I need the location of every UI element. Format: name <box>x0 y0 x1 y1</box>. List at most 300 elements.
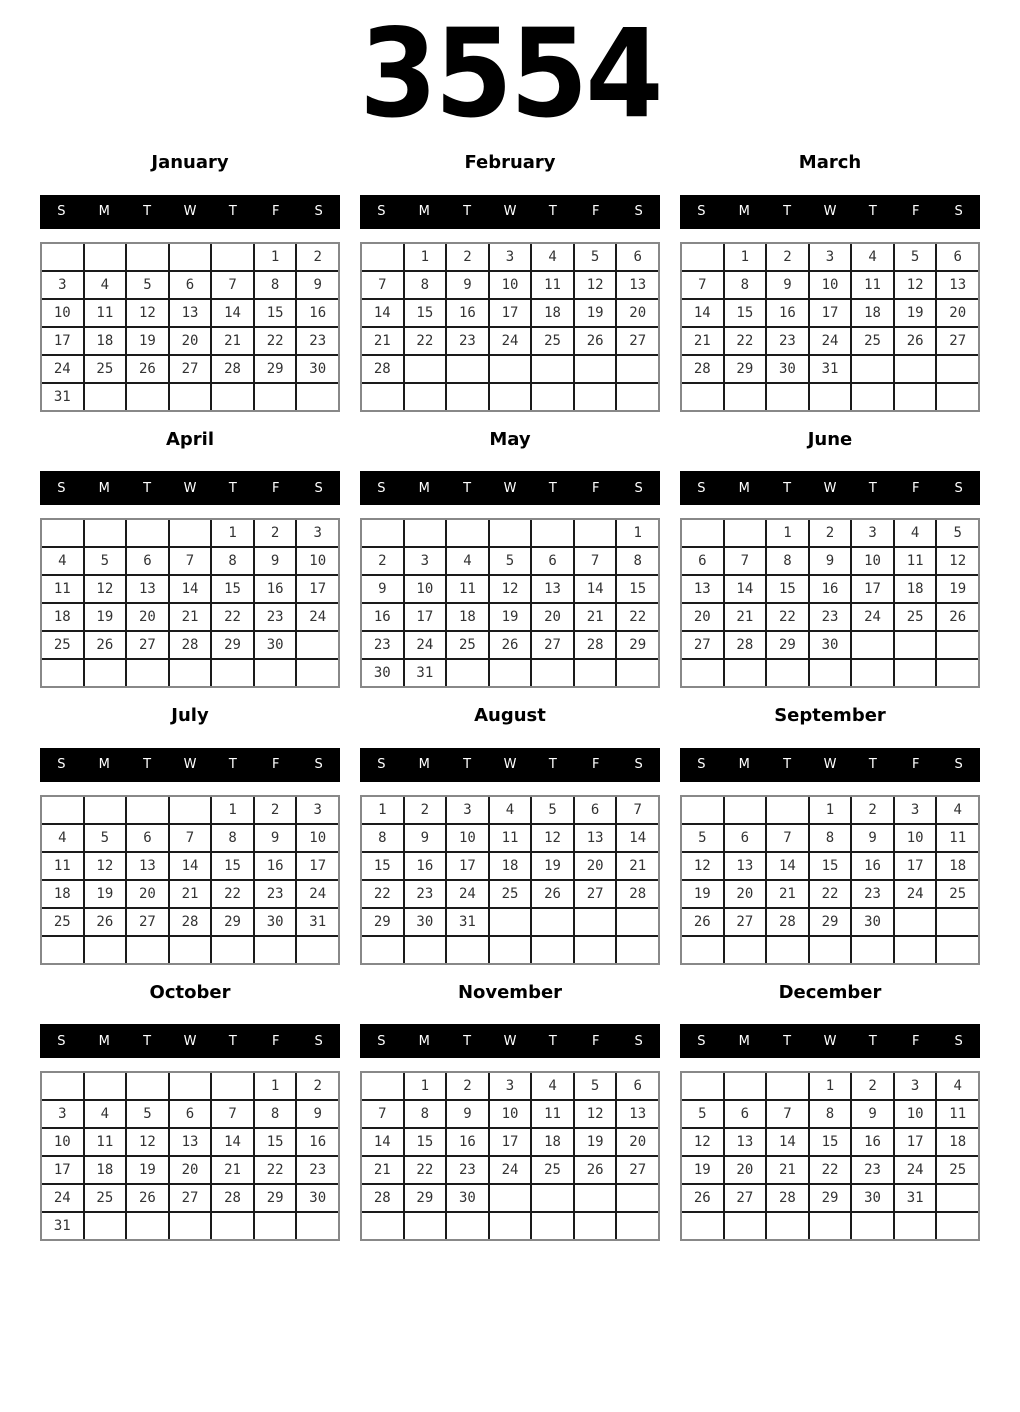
day-cell: 2 <box>852 1073 893 1099</box>
empty-day-cell <box>725 1213 766 1239</box>
day-cell: 21 <box>682 328 723 354</box>
month-may <box>360 429 660 689</box>
day-cell: 15 <box>405 300 446 326</box>
empty-day-cell <box>127 797 168 823</box>
weekday-label: T <box>463 204 472 220</box>
empty-day-cell <box>42 937 83 963</box>
empty-day-cell <box>127 660 168 686</box>
day-cell: 18 <box>42 881 83 907</box>
day-cell: 13 <box>127 576 168 602</box>
day-cell: 1 <box>725 244 766 270</box>
day-cell: 3 <box>895 1073 936 1099</box>
weekday-label: T <box>143 1033 152 1049</box>
day-cell: 23 <box>405 881 446 907</box>
day-cell: 7 <box>362 1101 403 1127</box>
month-title: April <box>165 428 215 450</box>
empty-day-cell <box>575 660 616 686</box>
weekday-label: M <box>98 204 110 220</box>
day-cell: 5 <box>682 1101 723 1127</box>
day-cell: 9 <box>297 272 338 298</box>
empty-day-cell <box>42 660 83 686</box>
day-cell: 25 <box>937 881 978 907</box>
weekday-label: F <box>271 204 280 220</box>
day-cell: 14 <box>617 825 658 851</box>
weekday-label: M <box>418 757 430 773</box>
empty-day-cell <box>170 1213 211 1239</box>
day-cell: 4 <box>42 825 83 851</box>
day-cell: 5 <box>85 825 126 851</box>
day-cell: 6 <box>682 548 723 574</box>
empty-day-cell <box>725 797 766 823</box>
day-cell: 18 <box>85 328 126 354</box>
day-cell: 2 <box>297 1073 338 1099</box>
day-cell: 26 <box>682 909 723 935</box>
empty-day-cell <box>937 632 978 658</box>
day-cell: 3 <box>810 244 851 270</box>
day-cell: 21 <box>362 1157 403 1183</box>
weekday-label: T <box>228 757 237 773</box>
empty-day-cell <box>490 660 531 686</box>
day-cell: 22 <box>212 881 253 907</box>
day-cell: 8 <box>405 1101 446 1127</box>
month-title: August <box>474 705 546 727</box>
day-cell: 9 <box>255 548 296 574</box>
empty-day-cell <box>170 1073 211 1099</box>
empty-day-cell <box>362 1213 403 1239</box>
empty-day-cell <box>532 660 573 686</box>
day-cell: 29 <box>725 356 766 382</box>
day-cell: 27 <box>617 1157 658 1183</box>
day-cell: 4 <box>42 548 83 574</box>
weekday-label: S <box>57 480 66 496</box>
empty-day-cell <box>532 1213 573 1239</box>
weekday-label: W <box>183 480 197 496</box>
month-title: March <box>798 152 862 173</box>
weekday-label: T <box>783 480 792 496</box>
weekday-header-row <box>360 1024 660 1058</box>
weekday-label: T <box>783 204 792 220</box>
day-cell: 31 <box>895 1185 936 1211</box>
day-cell: 19 <box>682 1157 723 1183</box>
empty-day-cell <box>532 520 573 546</box>
year-title: 3554 <box>359 3 661 145</box>
empty-day-cell <box>42 520 83 546</box>
weekday-label: S <box>634 204 643 220</box>
day-cell: 10 <box>810 272 851 298</box>
day-cell: 29 <box>212 632 253 658</box>
empty-day-cell <box>725 1073 766 1099</box>
weekday-label: M <box>418 480 430 496</box>
day-cell: 18 <box>532 300 573 326</box>
month-day-grid <box>40 518 340 688</box>
day-cell: 16 <box>447 300 488 326</box>
empty-day-cell <box>490 384 531 410</box>
empty-day-cell <box>447 520 488 546</box>
empty-day-cell <box>212 1213 253 1239</box>
day-cell: 2 <box>362 548 403 574</box>
day-cell: 26 <box>937 604 978 630</box>
day-cell: 20 <box>725 881 766 907</box>
day-cell: 16 <box>297 1129 338 1155</box>
weekday-header-row <box>360 471 660 505</box>
empty-day-cell <box>85 244 126 270</box>
day-cell: 22 <box>617 604 658 630</box>
day-cell: 20 <box>937 300 978 326</box>
day-cell: 16 <box>447 1129 488 1155</box>
empty-day-cell <box>810 937 851 963</box>
day-cell: 27 <box>725 909 766 935</box>
empty-day-cell <box>767 660 808 686</box>
day-cell: 19 <box>575 1129 616 1155</box>
day-cell: 13 <box>937 272 978 298</box>
weekday-label: F <box>271 480 280 496</box>
empty-day-cell <box>852 632 893 658</box>
day-cell: 5 <box>532 797 573 823</box>
day-cell: 1 <box>810 1073 851 1099</box>
weekday-label: W <box>823 1033 837 1049</box>
empty-day-cell <box>767 1073 808 1099</box>
day-cell: 24 <box>810 328 851 354</box>
day-cell: 31 <box>405 660 446 686</box>
empty-day-cell <box>170 244 211 270</box>
empty-day-cell <box>297 384 338 410</box>
day-cell: 11 <box>852 272 893 298</box>
empty-day-cell <box>725 384 766 410</box>
day-cell: 23 <box>810 604 851 630</box>
weekday-label: M <box>418 204 430 220</box>
day-cell: 24 <box>297 881 338 907</box>
day-cell: 6 <box>617 244 658 270</box>
weekday-label: W <box>823 480 837 496</box>
empty-day-cell <box>127 937 168 963</box>
day-cell: 30 <box>297 356 338 382</box>
day-cell: 11 <box>937 1101 978 1127</box>
empty-day-cell <box>810 660 851 686</box>
day-cell: 16 <box>297 300 338 326</box>
day-cell: 9 <box>852 825 893 851</box>
day-cell: 13 <box>617 272 658 298</box>
day-cell: 14 <box>212 300 253 326</box>
empty-day-cell <box>617 1185 658 1211</box>
day-cell: 2 <box>852 797 893 823</box>
day-cell: 23 <box>447 1157 488 1183</box>
day-cell: 7 <box>617 797 658 823</box>
day-cell: 30 <box>447 1185 488 1211</box>
day-cell: 12 <box>490 576 531 602</box>
month-title: September <box>774 705 886 727</box>
empty-day-cell <box>852 356 893 382</box>
day-cell: 15 <box>212 853 253 879</box>
empty-day-cell <box>767 384 808 410</box>
month-july <box>40 705 340 965</box>
empty-day-cell <box>212 384 253 410</box>
day-cell: 19 <box>937 576 978 602</box>
day-cell: 12 <box>937 548 978 574</box>
empty-day-cell <box>297 632 338 658</box>
weekday-header-row <box>680 1024 980 1058</box>
empty-day-cell <box>447 937 488 963</box>
empty-day-cell <box>682 244 723 270</box>
empty-day-cell <box>362 384 403 410</box>
day-cell: 1 <box>255 244 296 270</box>
day-cell: 3 <box>447 797 488 823</box>
weekday-label: W <box>503 204 517 220</box>
day-cell: 12 <box>682 853 723 879</box>
empty-day-cell <box>937 660 978 686</box>
day-cell: 25 <box>42 632 83 658</box>
weekday-label: S <box>634 480 643 496</box>
day-cell: 7 <box>212 272 253 298</box>
day-cell: 21 <box>362 328 403 354</box>
day-cell: 5 <box>895 244 936 270</box>
day-cell: 5 <box>937 520 978 546</box>
empty-day-cell <box>405 384 446 410</box>
weekday-label: S <box>57 1033 66 1049</box>
day-cell: 11 <box>85 1129 126 1155</box>
day-cell: 26 <box>127 1185 168 1211</box>
month-day-grid <box>360 242 660 412</box>
day-cell: 29 <box>810 909 851 935</box>
day-cell: 31 <box>297 909 338 935</box>
empty-day-cell <box>170 937 211 963</box>
empty-day-cell <box>490 356 531 382</box>
empty-day-cell <box>170 797 211 823</box>
weekday-label: S <box>954 757 963 773</box>
empty-day-cell <box>532 356 573 382</box>
weekday-label: T <box>868 480 877 496</box>
day-cell: 2 <box>255 520 296 546</box>
empty-day-cell <box>85 660 126 686</box>
day-cell: 9 <box>255 825 296 851</box>
day-cell: 30 <box>767 356 808 382</box>
empty-day-cell <box>42 1073 83 1099</box>
day-cell: 22 <box>405 1157 446 1183</box>
month-march <box>680 152 980 412</box>
empty-day-cell <box>447 384 488 410</box>
weekday-header-row <box>360 195 660 229</box>
day-cell: 12 <box>682 1129 723 1155</box>
empty-day-cell <box>85 1213 126 1239</box>
weekday-label: S <box>697 204 706 220</box>
empty-day-cell <box>297 660 338 686</box>
day-cell: 19 <box>575 300 616 326</box>
weekday-label: S <box>697 757 706 773</box>
day-cell: 29 <box>255 1185 296 1211</box>
weekday-label: S <box>634 757 643 773</box>
day-cell: 6 <box>937 244 978 270</box>
empty-day-cell <box>895 384 936 410</box>
empty-day-cell <box>895 937 936 963</box>
weekday-label: T <box>143 204 152 220</box>
day-cell: 27 <box>170 1185 211 1211</box>
weekday-label: T <box>548 204 557 220</box>
day-cell: 28 <box>767 1185 808 1211</box>
weekday-label: F <box>591 1033 600 1049</box>
month-day-grid <box>360 518 660 688</box>
day-cell: 6 <box>127 548 168 574</box>
day-cell: 17 <box>405 604 446 630</box>
weekday-header-row <box>40 748 340 782</box>
day-cell: 19 <box>85 604 126 630</box>
day-cell: 25 <box>937 1157 978 1183</box>
weekday-label: F <box>591 757 600 773</box>
empty-day-cell <box>490 1213 531 1239</box>
day-cell: 26 <box>575 1157 616 1183</box>
day-cell: 27 <box>617 328 658 354</box>
day-cell: 15 <box>255 300 296 326</box>
weekday-label: W <box>183 1033 197 1049</box>
day-cell: 8 <box>725 272 766 298</box>
empty-day-cell <box>575 1185 616 1211</box>
weekday-label: S <box>314 757 323 773</box>
empty-day-cell <box>617 356 658 382</box>
weekday-label: M <box>418 1033 430 1049</box>
day-cell: 8 <box>212 825 253 851</box>
day-cell: 20 <box>725 1157 766 1183</box>
day-cell: 27 <box>682 632 723 658</box>
empty-day-cell <box>937 356 978 382</box>
empty-day-cell <box>212 244 253 270</box>
weekday-label: F <box>271 757 280 773</box>
weekday-label: F <box>911 204 920 220</box>
empty-day-cell <box>682 797 723 823</box>
day-cell: 23 <box>447 328 488 354</box>
day-cell: 19 <box>85 881 126 907</box>
weekday-label: M <box>98 480 110 496</box>
day-cell: 2 <box>810 520 851 546</box>
day-cell: 27 <box>127 632 168 658</box>
day-cell: 27 <box>725 1185 766 1211</box>
day-cell: 8 <box>617 548 658 574</box>
day-cell: 16 <box>255 853 296 879</box>
weekday-header-row <box>680 195 980 229</box>
day-cell: 7 <box>725 548 766 574</box>
day-cell: 26 <box>490 632 531 658</box>
empty-day-cell <box>937 1185 978 1211</box>
empty-day-cell <box>575 1213 616 1239</box>
day-cell: 29 <box>767 632 808 658</box>
day-cell: 10 <box>297 548 338 574</box>
day-cell: 19 <box>127 328 168 354</box>
month-day-grid <box>360 795 660 965</box>
day-cell: 2 <box>405 797 446 823</box>
day-cell: 12 <box>85 853 126 879</box>
empty-day-cell <box>852 937 893 963</box>
day-cell: 7 <box>682 272 723 298</box>
day-cell: 20 <box>617 1129 658 1155</box>
weekday-label: F <box>591 204 600 220</box>
day-cell: 9 <box>362 576 403 602</box>
empty-day-cell <box>767 797 808 823</box>
day-cell: 11 <box>532 272 573 298</box>
day-cell: 26 <box>682 1185 723 1211</box>
day-cell: 9 <box>405 825 446 851</box>
weekday-header-row <box>40 471 340 505</box>
empty-day-cell <box>127 1073 168 1099</box>
day-cell: 8 <box>362 825 403 851</box>
day-cell: 18 <box>937 853 978 879</box>
day-cell: 10 <box>447 825 488 851</box>
empty-day-cell <box>42 244 83 270</box>
empty-day-cell <box>490 1185 531 1211</box>
day-cell: 28 <box>362 356 403 382</box>
day-cell: 14 <box>362 1129 403 1155</box>
empty-day-cell <box>85 937 126 963</box>
empty-day-cell <box>405 520 446 546</box>
day-cell: 3 <box>297 520 338 546</box>
empty-day-cell <box>405 937 446 963</box>
day-cell: 15 <box>810 1129 851 1155</box>
day-cell: 4 <box>937 797 978 823</box>
day-cell: 4 <box>937 1073 978 1099</box>
empty-day-cell <box>490 937 531 963</box>
day-cell: 9 <box>852 1101 893 1127</box>
day-cell: 6 <box>725 1101 766 1127</box>
day-cell: 8 <box>405 272 446 298</box>
day-cell: 25 <box>852 328 893 354</box>
weekday-label: W <box>823 757 837 773</box>
day-cell: 17 <box>490 300 531 326</box>
day-cell: 29 <box>255 356 296 382</box>
month-title: October <box>149 981 231 1003</box>
day-cell: 2 <box>255 797 296 823</box>
day-cell: 8 <box>767 548 808 574</box>
weekday-label: W <box>503 480 517 496</box>
month-day-grid <box>40 1071 340 1241</box>
empty-day-cell <box>852 660 893 686</box>
empty-day-cell <box>682 937 723 963</box>
day-cell: 5 <box>682 825 723 851</box>
empty-day-cell <box>362 520 403 546</box>
day-cell: 23 <box>297 1157 338 1183</box>
weekday-label: T <box>228 1033 237 1049</box>
day-cell: 11 <box>937 825 978 851</box>
day-cell: 15 <box>767 576 808 602</box>
day-cell: 26 <box>895 328 936 354</box>
day-cell: 6 <box>725 825 766 851</box>
day-cell: 8 <box>810 825 851 851</box>
month-october <box>40 982 340 1242</box>
empty-day-cell <box>937 909 978 935</box>
day-cell: 24 <box>42 356 83 382</box>
empty-day-cell <box>617 937 658 963</box>
day-cell: 15 <box>255 1129 296 1155</box>
day-cell: 24 <box>447 881 488 907</box>
weekday-label: S <box>57 204 66 220</box>
day-cell: 21 <box>725 604 766 630</box>
day-cell: 2 <box>767 244 808 270</box>
day-cell: 30 <box>810 632 851 658</box>
month-april <box>40 429 340 689</box>
day-cell: 8 <box>255 1101 296 1127</box>
day-cell: 25 <box>490 881 531 907</box>
day-cell: 22 <box>255 328 296 354</box>
day-cell: 15 <box>405 1129 446 1155</box>
weekday-label: T <box>463 480 472 496</box>
day-cell: 23 <box>767 328 808 354</box>
day-cell: 19 <box>490 604 531 630</box>
month-day-grid <box>40 795 340 965</box>
empty-day-cell <box>532 1185 573 1211</box>
day-cell: 13 <box>170 300 211 326</box>
day-cell: 30 <box>852 1185 893 1211</box>
empty-day-cell <box>617 660 658 686</box>
month-day-grid <box>680 242 980 412</box>
weekday-label: F <box>911 1033 920 1049</box>
day-cell: 17 <box>810 300 851 326</box>
day-cell: 17 <box>895 1129 936 1155</box>
day-cell: 4 <box>532 1073 573 1099</box>
